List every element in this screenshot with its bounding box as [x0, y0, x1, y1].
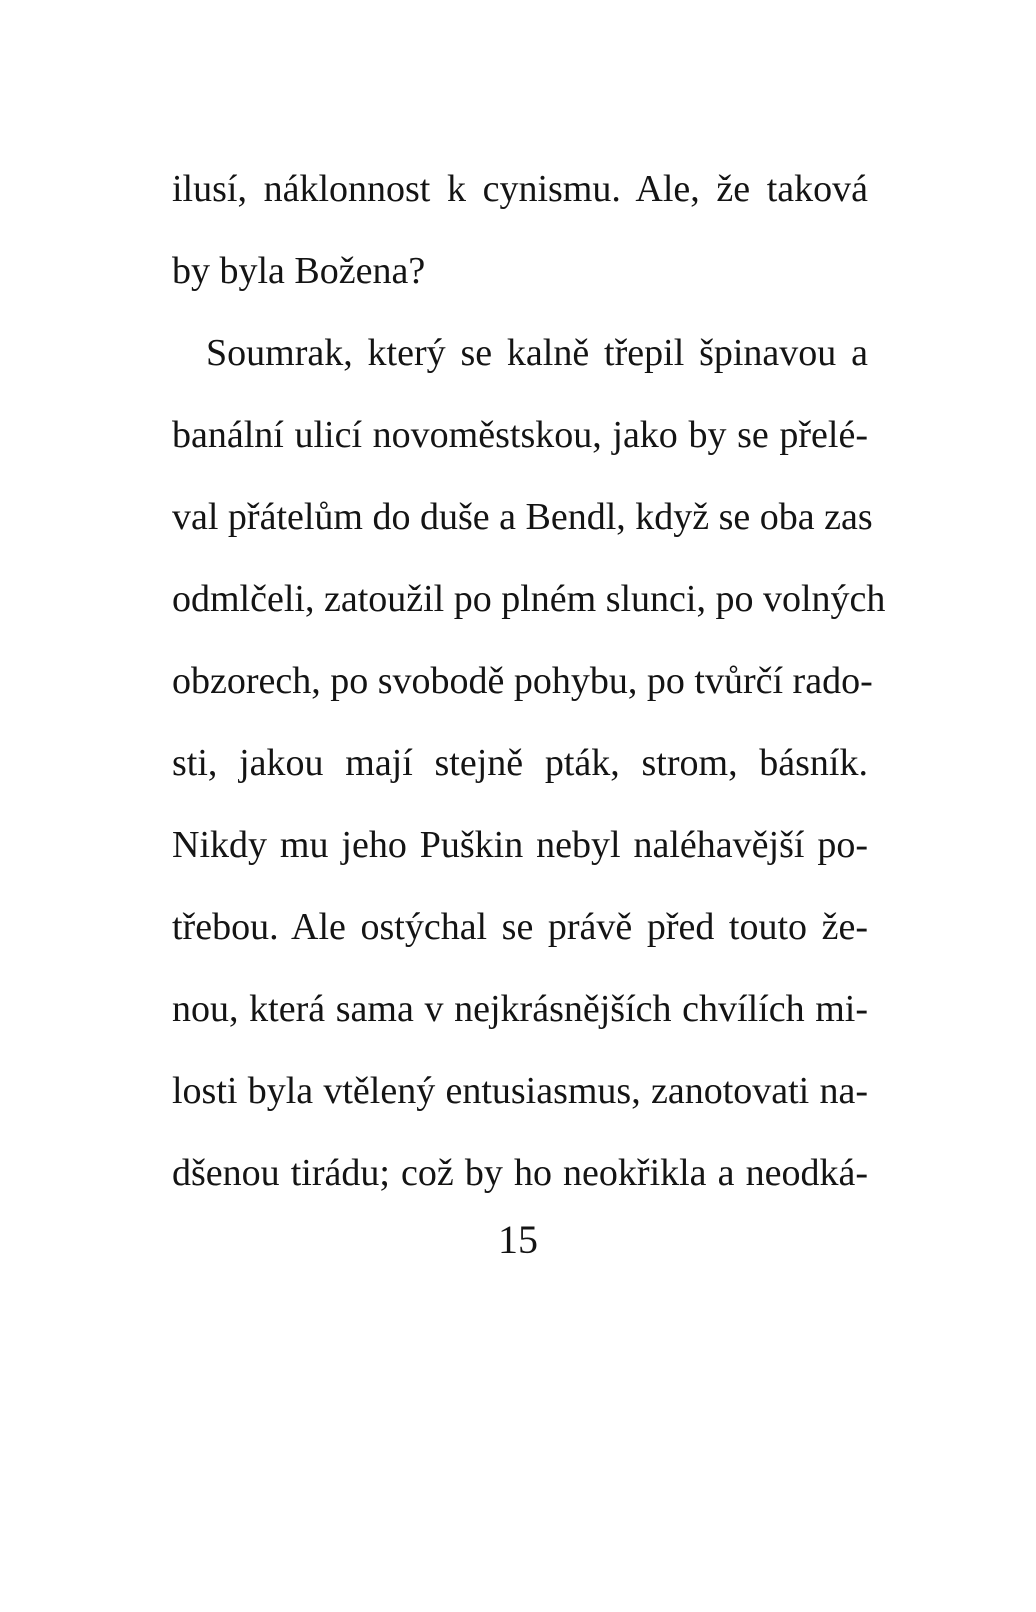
- body-text: [172, 148, 886, 1214]
- text-line: val přátelům do duše a Bendl, když se oba zas: [172, 496, 873, 538]
- page-number: 15: [498, 1217, 538, 1262]
- text-line: sti, jakou mají stejně pták, strom, básník.: [172, 742, 868, 784]
- text-line: ilusí, náklonnost k cynismu. Ale, že taková: [172, 168, 868, 210]
- text-line: nou, která sama v nejkrásnějších chvílích mi-: [172, 988, 868, 1030]
- paragraph-first-line: Soumrak, který se kalně třepil špinavou a: [206, 332, 868, 374]
- text-line: obzorech, po svobodě pohybu, po tvůrčí rado-: [172, 660, 873, 702]
- text-line: by byla Božena?: [172, 250, 426, 292]
- text-line: dšenou tirádu; což by ho neokřikla a neodká-: [172, 1152, 868, 1194]
- text-line: Nikdy mu jeho Puškin nebyl naléhavější po-: [172, 824, 868, 866]
- text-line: losti byla vtělený entusiasmus, zanotovati na-: [172, 1070, 868, 1112]
- text-line: třebou. Ale ostýchal se právě před touto že-: [172, 906, 868, 948]
- text-line: odmlčeli, zatoužil po plném slunci, po volných: [172, 578, 886, 620]
- text-line: banální ulicí novoměstskou, jako by se přelé-: [172, 414, 868, 456]
